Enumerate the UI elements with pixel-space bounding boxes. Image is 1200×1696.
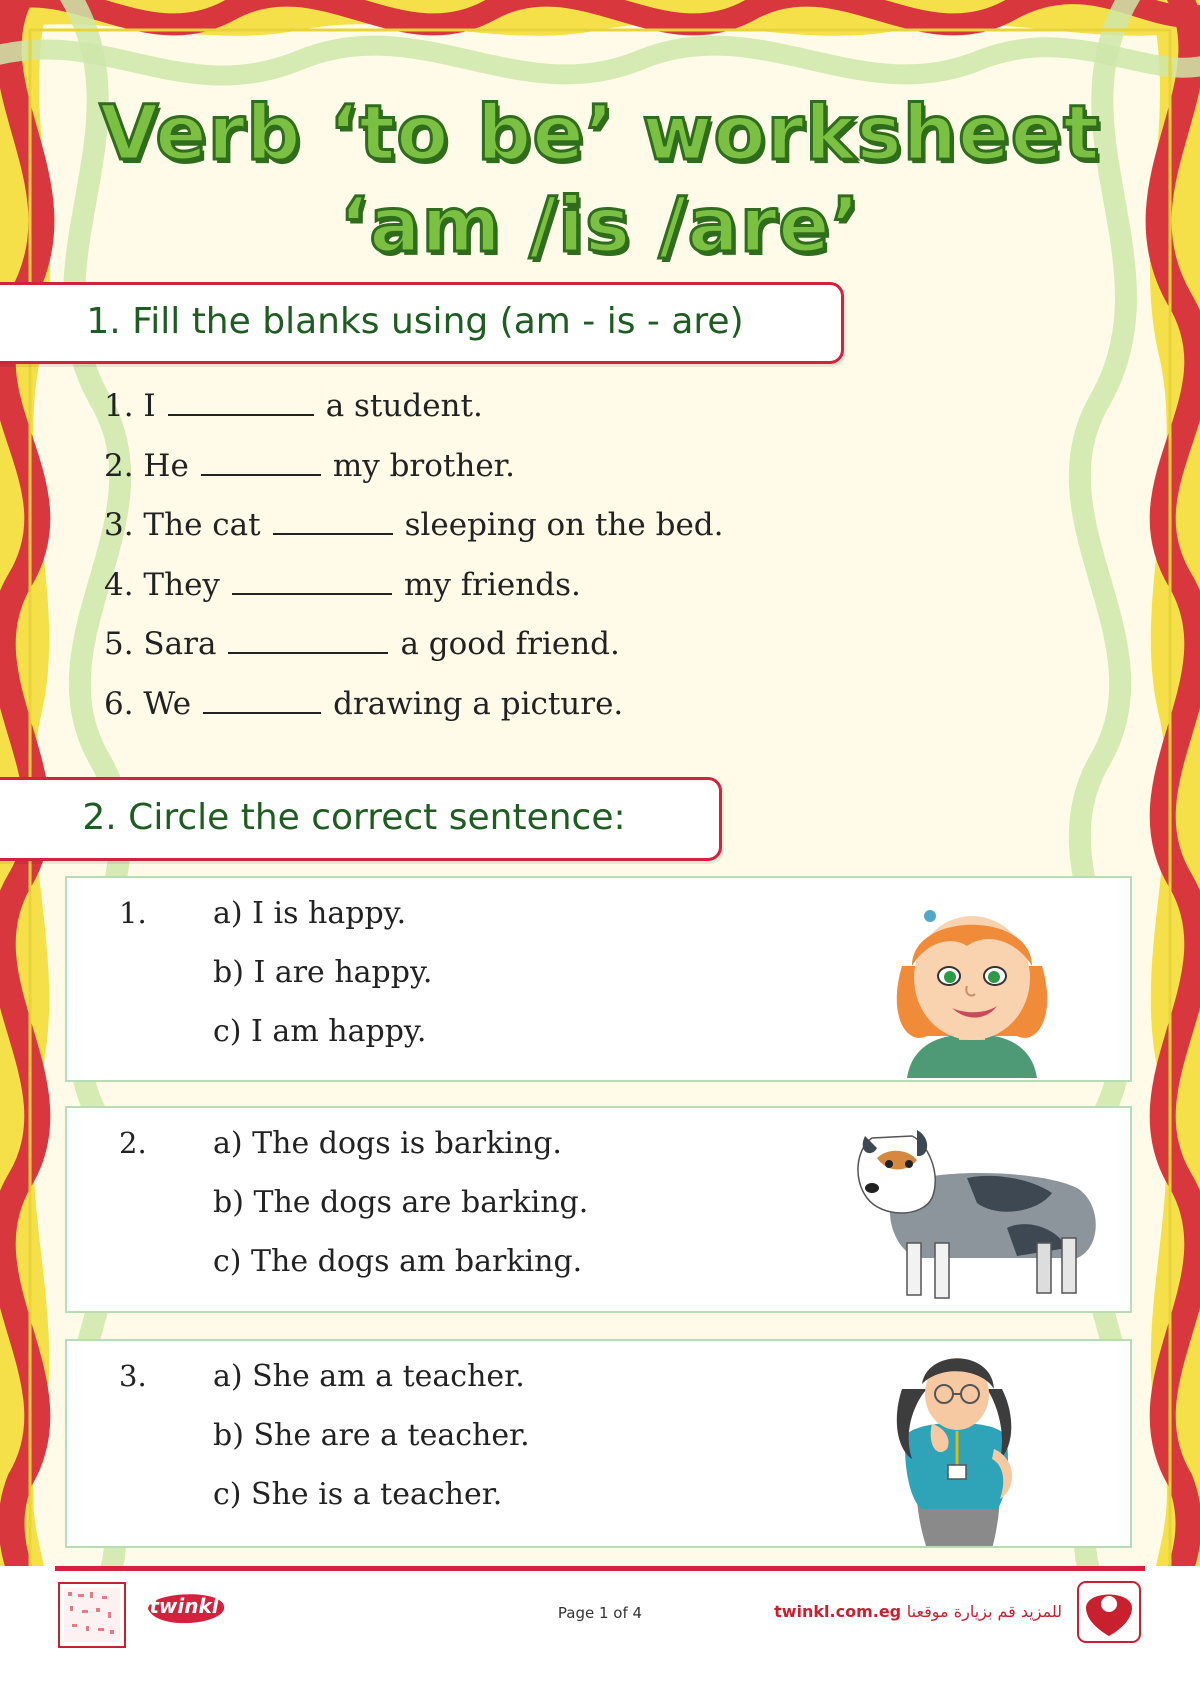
answer-blank[interactable] xyxy=(273,509,393,535)
option-b[interactable]: b) The dogs are barking. xyxy=(213,1185,589,1220)
sentence-end: a student. xyxy=(325,388,483,424)
answer-blank[interactable] xyxy=(201,450,321,476)
girl-illustration xyxy=(867,886,1077,1078)
teacher-illustration xyxy=(882,1349,1032,1548)
question-box-1 xyxy=(65,876,1132,1082)
quality-approved-badge-icon xyxy=(1076,1580,1142,1644)
answer-blank[interactable] xyxy=(203,688,321,714)
sentence-start: 3. The cat xyxy=(104,507,261,543)
dog-illustration xyxy=(837,1118,1127,1308)
option-a[interactable]: a) The dogs is barking. xyxy=(213,1126,562,1161)
sentence-start: 4. They xyxy=(104,566,220,603)
fill-blank-item xyxy=(104,448,724,508)
fill-blank-item xyxy=(104,686,724,746)
sentence-start: 5. Sara xyxy=(104,626,217,662)
section2-heading: 2. Circle the correct sentence: xyxy=(82,797,626,838)
sentence-end: sleeping on the bed. xyxy=(404,507,724,543)
site-link[interactable] xyxy=(774,1602,1062,1621)
site-arabic-text: للمزيد قم بزيارة موقعنا xyxy=(906,1602,1062,1621)
option-a[interactable]: a) I is happy. xyxy=(213,896,407,931)
site-url[interactable]: twinkl.com.eg xyxy=(774,1602,902,1621)
sentence-start: 6. We xyxy=(104,685,192,722)
option-a[interactable]: a) She am a teacher. xyxy=(213,1359,525,1394)
section1-heading: 1. Fill the blanks using (am - is - are) xyxy=(86,301,744,342)
sentence-start: 2. He xyxy=(104,447,189,484)
answer-blank[interactable] xyxy=(228,628,388,654)
fill-blanks-list xyxy=(104,388,724,745)
option-b[interactable]: b) I are happy. xyxy=(213,955,433,990)
option-c[interactable]: c) I am happy. xyxy=(213,1014,427,1049)
worksheet-title-line1: Verb ‘to be’ worksheet xyxy=(99,88,1101,177)
section2-heading-box xyxy=(0,777,722,861)
question-box-2 xyxy=(65,1106,1132,1313)
fill-blank-item xyxy=(104,567,724,627)
footer-divider xyxy=(55,1566,1145,1571)
sentence-end: drawing a picture. xyxy=(333,685,624,722)
sentence-start: 1. I xyxy=(104,388,156,424)
section1-heading-box xyxy=(0,282,844,364)
sentence-end: my friends. xyxy=(403,566,581,603)
answer-blank[interactable] xyxy=(232,569,392,595)
fill-blank-item xyxy=(104,388,724,448)
fill-blank-item xyxy=(104,626,724,686)
question-number: 3. xyxy=(119,1359,147,1393)
question-number: 1. xyxy=(119,896,147,930)
page-footer xyxy=(0,1566,1200,1696)
fill-blank-item xyxy=(104,507,724,567)
option-c[interactable]: c) She is a teacher. xyxy=(213,1477,503,1512)
sentence-end: my brother. xyxy=(332,447,515,484)
question-number: 2. xyxy=(119,1126,147,1160)
option-b[interactable]: b) She are a teacher. xyxy=(213,1418,530,1453)
worksheet-title-line2: ‘am /is /are’ xyxy=(339,180,861,269)
answer-blank[interactable] xyxy=(168,390,314,416)
sentence-end: a good friend. xyxy=(400,626,620,662)
question-box-3 xyxy=(65,1339,1132,1548)
page-number: Page 1 of 4 xyxy=(557,1604,643,1622)
twinkl-logo-text: twinkl xyxy=(149,1594,219,1618)
option-c[interactable]: c) The dogs am barking. xyxy=(213,1244,583,1279)
